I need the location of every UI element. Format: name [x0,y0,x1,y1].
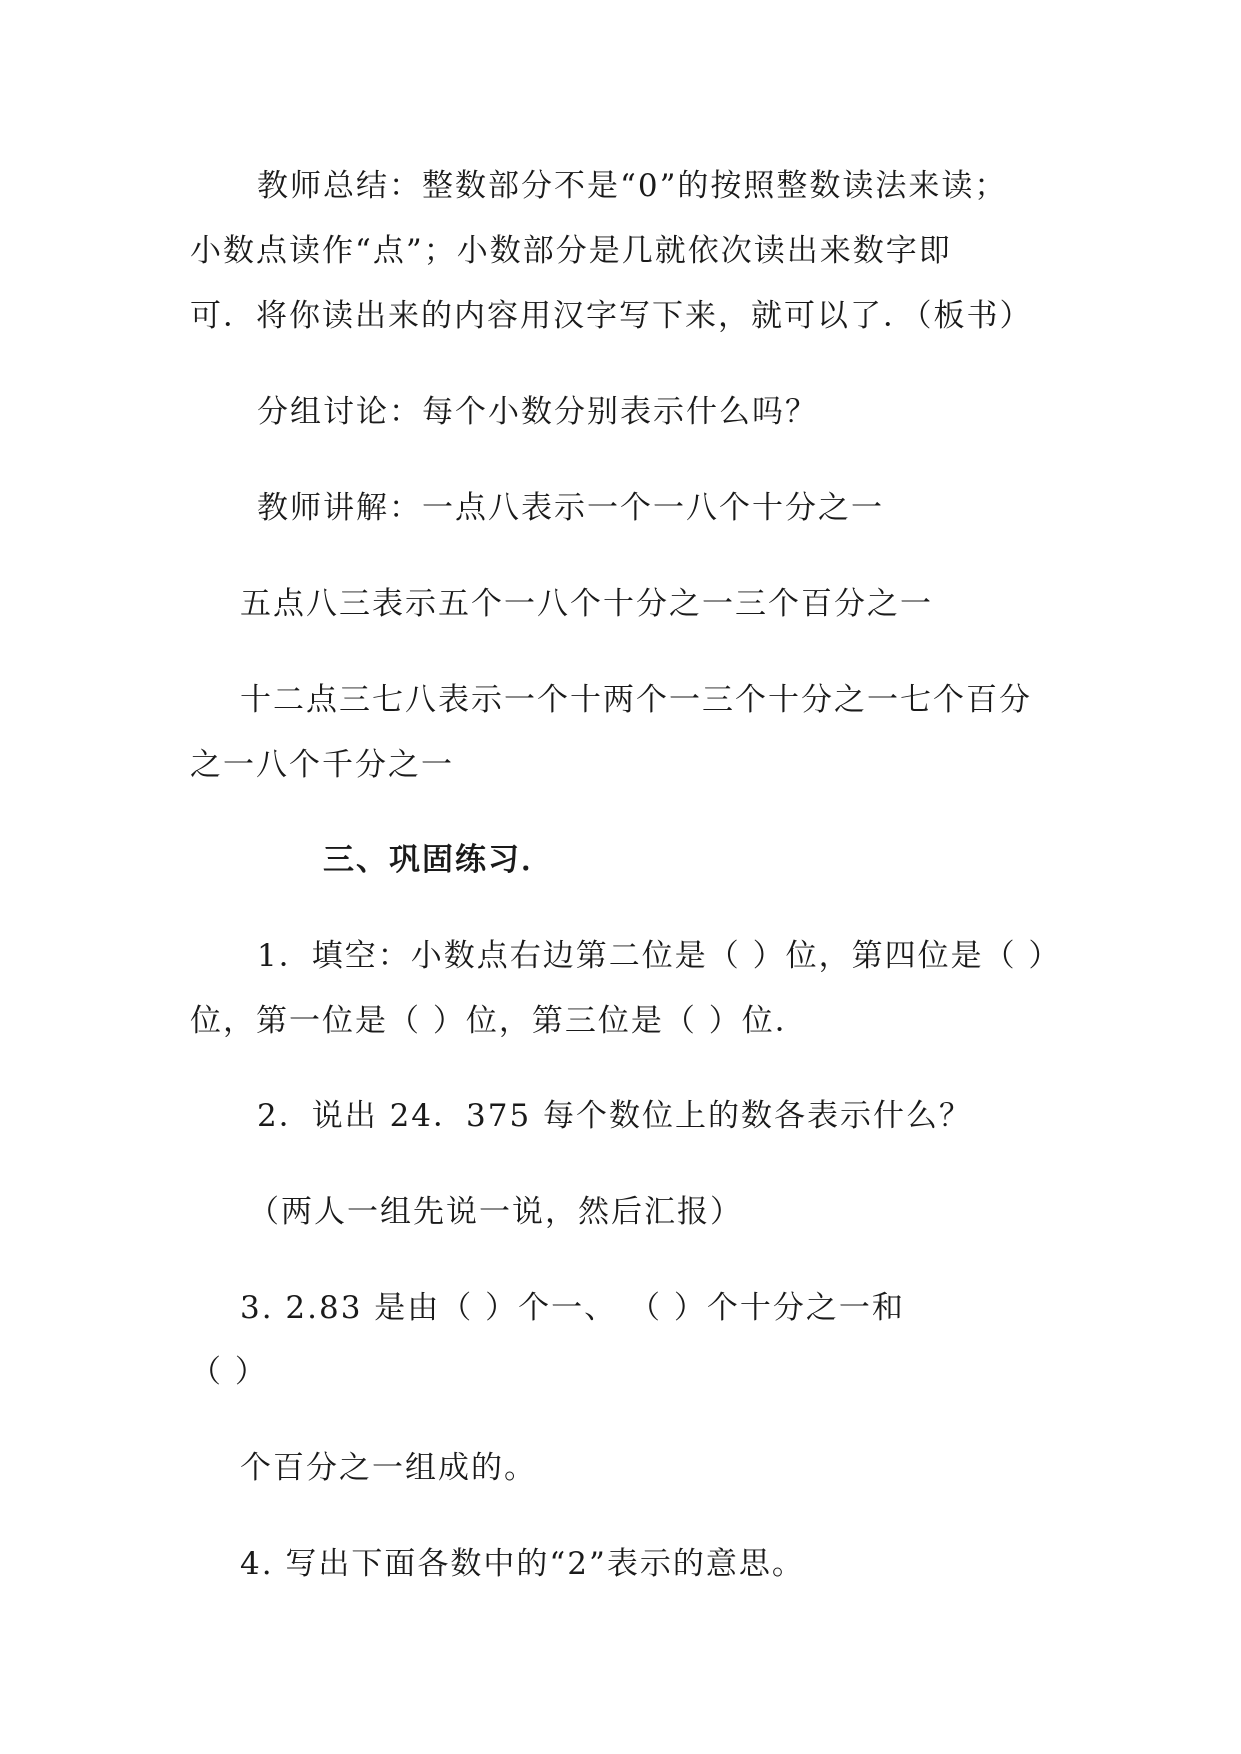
paragraph-line: 十二点三七八表示一个十两个一三个十分之一七个百分 [240,682,1032,718]
paragraph-line: 之一八个千分之一 [190,747,454,783]
paragraph-line: 分组讨论：每个小数分别表示什么吗？ [257,394,818,430]
paragraph-line: 小数点读作“点”；小数部分是几就依次读出来数字即 [190,233,952,269]
exercise-line: 个百分之一组成的。 [240,1450,537,1486]
exercise-line: 1．填空：小数点右边第二位是（ ）位，第四位是（ ） [257,938,1062,974]
paragraph-line: 教师总结：整数部分不是“0”的按照整数读法来读； [257,168,1008,204]
exercise-line: 2．说出 24．375 每个数位上的数各表示什么？ [257,1098,973,1134]
exercise-line: 位，第一位是（ ）位，第三位是（ ）位． [190,1003,808,1039]
paragraph-line: 五点八三表示五个一八个十分之一三个百分之一 [240,586,933,622]
paragraph-line: 可．将你读出来的内容用汉字写下来，就可以了．（板书） [190,298,1033,334]
exercise-line: （ ） [190,1354,268,1390]
exercise-line: 4. 写出下面各数中的“2”表示的意思。 [240,1546,805,1582]
section-heading: 三、巩固练习． [323,842,554,878]
paragraph-line: 教师讲解：一点八表示一个一八个十分之一 [257,490,884,526]
exercise-line: 3. 2.83 是由（ ）个一、 （ ）个十分之一和 [240,1290,905,1326]
exercise-line: （两人一组先说一说，然后汇报） [248,1194,743,1230]
